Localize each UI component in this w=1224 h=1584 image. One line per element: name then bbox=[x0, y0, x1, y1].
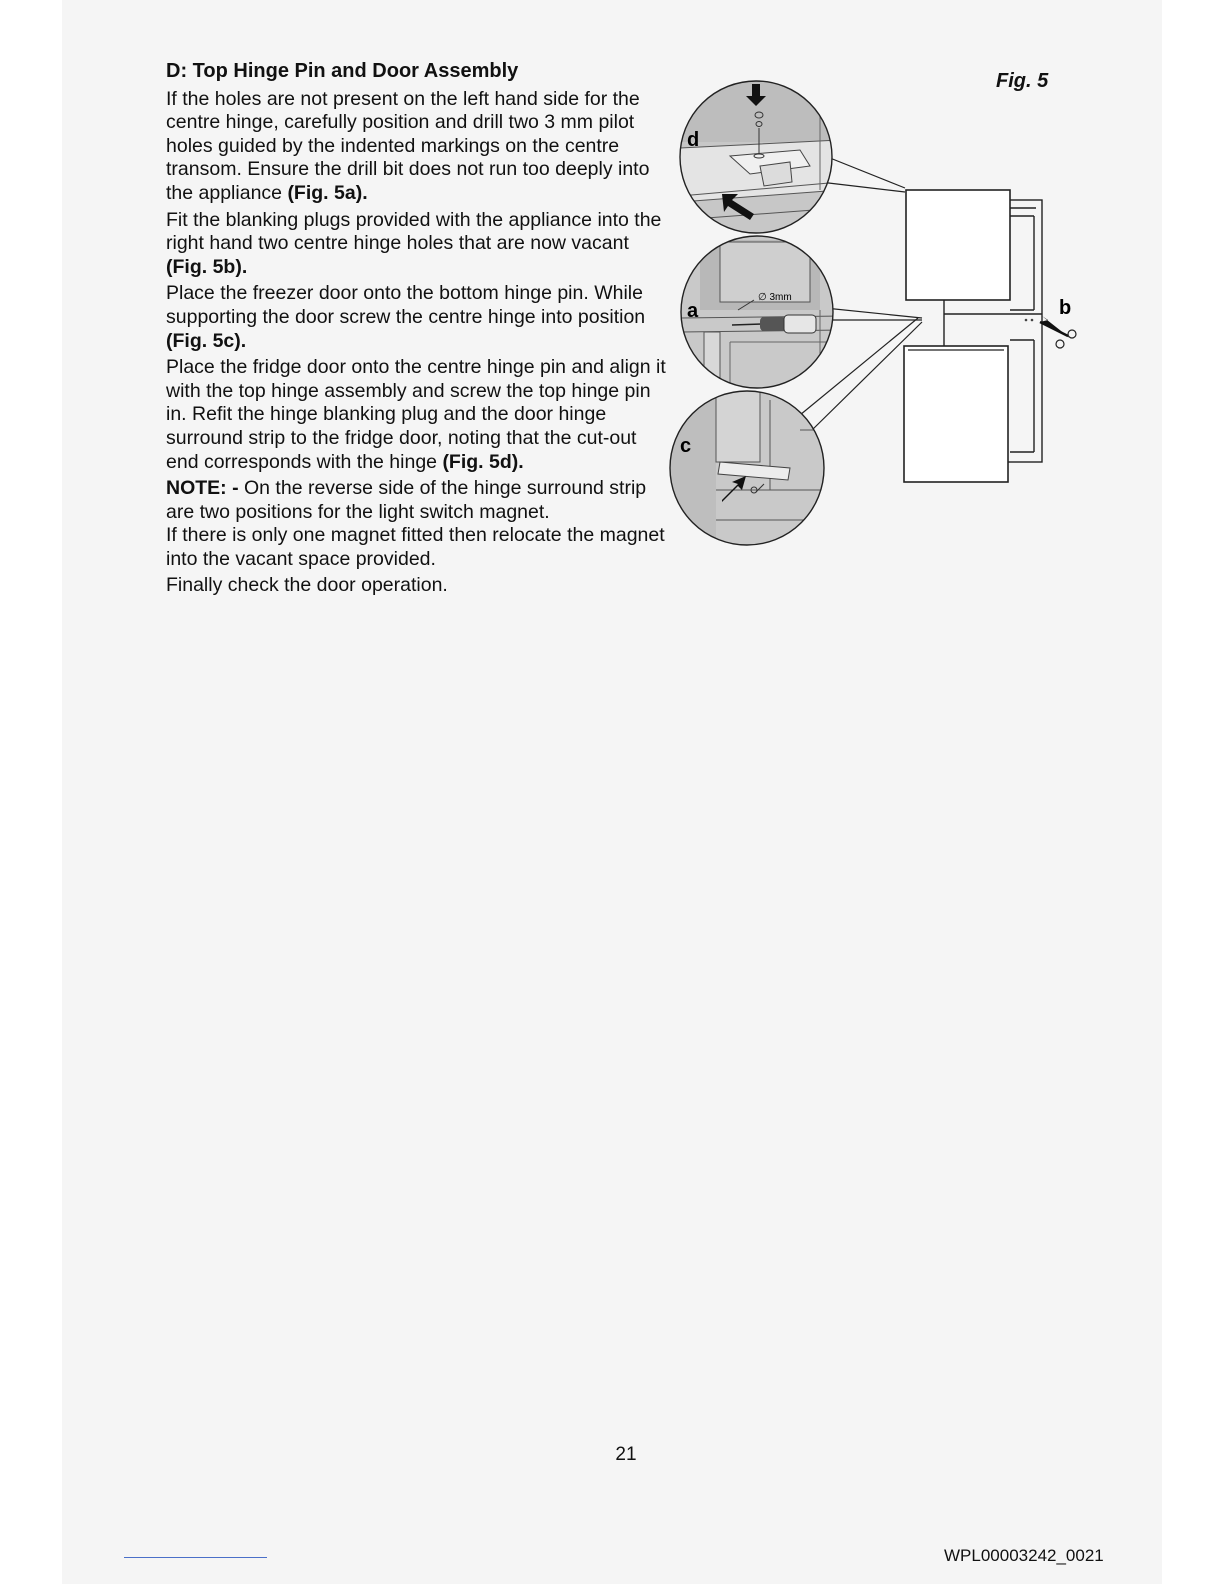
paragraph-drill: If the holes are not present on the left hand side for the centre hinge, carefully position and drill two 3 mm pilot holes guided by the indented markings on the centre transom. Ensure the drill bit does not run too deeply into the appliance (Fig. 5a). bbox=[166, 87, 650, 204]
section-heading: D: Top Hinge Pin and Door Assembly bbox=[166, 60, 519, 82]
label-b: b bbox=[1059, 297, 1072, 319]
fridge-door bbox=[906, 190, 1010, 300]
paragraph-final-check: Finally check the door operation. bbox=[166, 574, 448, 597]
detail-circle-d bbox=[680, 80, 840, 233]
freezer-door bbox=[904, 346, 1008, 482]
paragraph-blanking-plugs: Fit the blanking plugs provided with the appliance into the right hand two centre hinge holes that are now vacant (Fig. 5b). bbox=[166, 208, 662, 278]
drill-size-label: ∅ 3mm bbox=[758, 292, 792, 303]
figure-ref-5c: (Fig. 5c). bbox=[166, 329, 247, 352]
hinge-dots bbox=[1025, 319, 1034, 322]
page-number: 21 bbox=[615, 1444, 637, 1465]
figure-ref-5d: (Fig. 5d). bbox=[442, 450, 524, 473]
footer-divider bbox=[124, 1557, 267, 1558]
detail-circle-a bbox=[680, 236, 840, 390]
detail-circle-c bbox=[670, 390, 824, 550]
document-code: WPL00003242_0021 bbox=[944, 1546, 1104, 1565]
paragraph-magnet: If there is only one magnet fitted then relocate the magnet into the vacant space provided. bbox=[166, 524, 665, 570]
instruction-text bbox=[166, 60, 666, 601]
paragraph-freezer-door: Place the freezer door onto the bottom hinge pin. While supporting the door screw the centre hinge into position (Fig. 5c). bbox=[166, 282, 646, 352]
hinge-assembly-figure bbox=[660, 70, 1100, 560]
note-label: NOTE: - bbox=[166, 477, 239, 500]
paragraph-note: NOTE: - On the reverse side of the hinge surround strip are two positions for the light switch magnet. bbox=[166, 477, 647, 523]
label-d: d bbox=[687, 129, 700, 151]
figure-title: Fig. 5 bbox=[996, 70, 1049, 92]
figure-ref-5b: (Fig. 5b). bbox=[166, 255, 248, 278]
figure-ref-5a: (Fig. 5a). bbox=[287, 181, 368, 204]
paragraph-fridge-door: Place the fridge door onto the centre hinge pin and align it with the top hinge assembly and screw the top hinge pin in. Refit the hinge blanking plug and the door hinge surround strip to the fridge door, noting that the cut-out end corresponds with the hinge (Fig. 5d). bbox=[166, 356, 666, 473]
label-a: a bbox=[687, 300, 699, 322]
label-c: c bbox=[680, 435, 692, 457]
